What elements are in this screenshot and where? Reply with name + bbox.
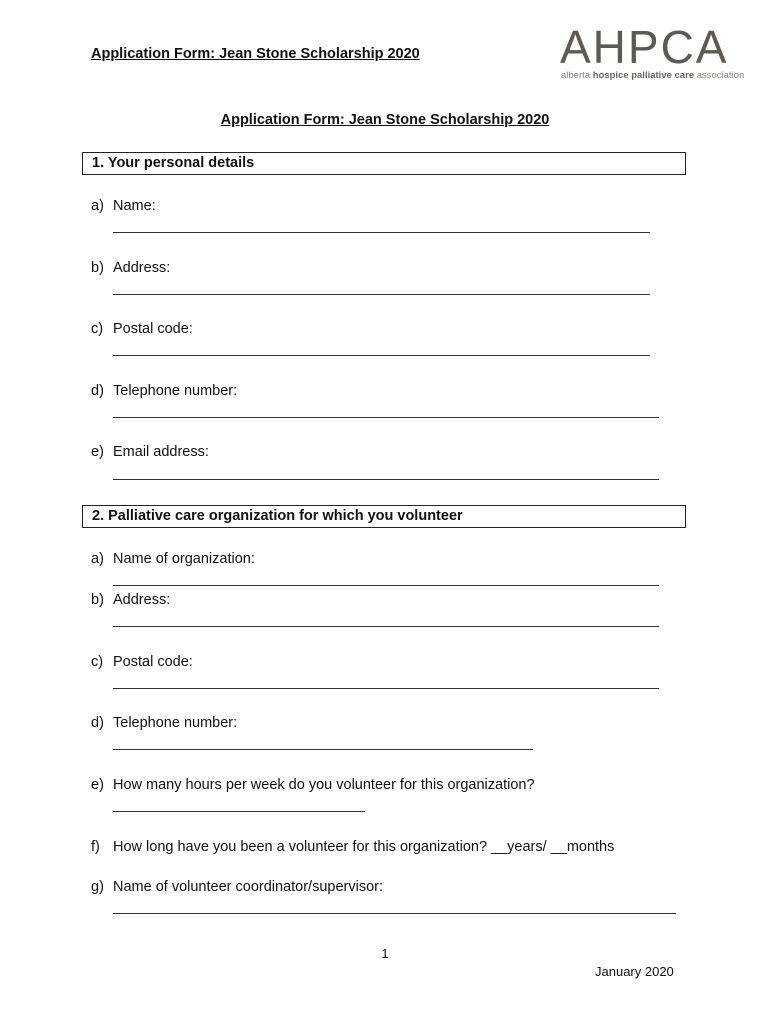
question-1b: b) Address: — [91, 260, 171, 276]
coordinator-name-field[interactable] — [113, 913, 676, 914]
section-2-heading: 2. Palliative care organization for which you volunteer — [82, 505, 686, 528]
question-2f: f) How long have you been a volunteer for this organization? __years/ __months — [91, 839, 615, 855]
logo-tagline: alberta hospice palliative care association — [561, 70, 745, 81]
footer-date: January 2020 — [595, 964, 674, 979]
postal-code-field[interactable] — [113, 355, 650, 356]
page-number: 1 — [381, 946, 389, 961]
telephone-field[interactable] — [113, 417, 659, 418]
email-field[interactable] — [113, 479, 659, 480]
form-title: Application Form: Jean Stone Scholarship 2020 — [220, 112, 550, 128]
question-2g: g) Name of volunteer coordinator/supervisor: — [91, 879, 383, 895]
question-2b: b) Address: — [91, 592, 171, 608]
question-2e: e) How many hours per week do you volunteer for this organization? — [91, 777, 535, 793]
question-1a: a) Name: — [91, 198, 156, 214]
organization-address-field[interactable] — [113, 626, 659, 627]
name-field[interactable] — [113, 232, 650, 233]
question-1c: c) Postal code: — [91, 321, 193, 337]
logo-letters: AHPCA — [560, 21, 729, 73]
address-field[interactable] — [113, 294, 650, 295]
organization-name-field[interactable] — [113, 585, 659, 586]
question-1e: e) Email address: — [91, 444, 209, 460]
section-1-heading: 1. Your personal details — [82, 152, 686, 175]
question-2d: d) Telephone number: — [91, 715, 238, 731]
hours-per-week-field[interactable] — [113, 811, 365, 812]
question-2c: c) Postal code: — [91, 654, 193, 670]
organization-telephone-field[interactable] — [113, 749, 533, 750]
organization-postal-code-field[interactable] — [113, 688, 659, 689]
header-title: Application Form: Jean Stone Scholarship 2020 — [91, 46, 420, 62]
question-2a: a) Name of organization: — [91, 551, 255, 567]
question-1d: d) Telephone number: — [91, 383, 238, 399]
ahpca-logo — [560, 21, 750, 84]
